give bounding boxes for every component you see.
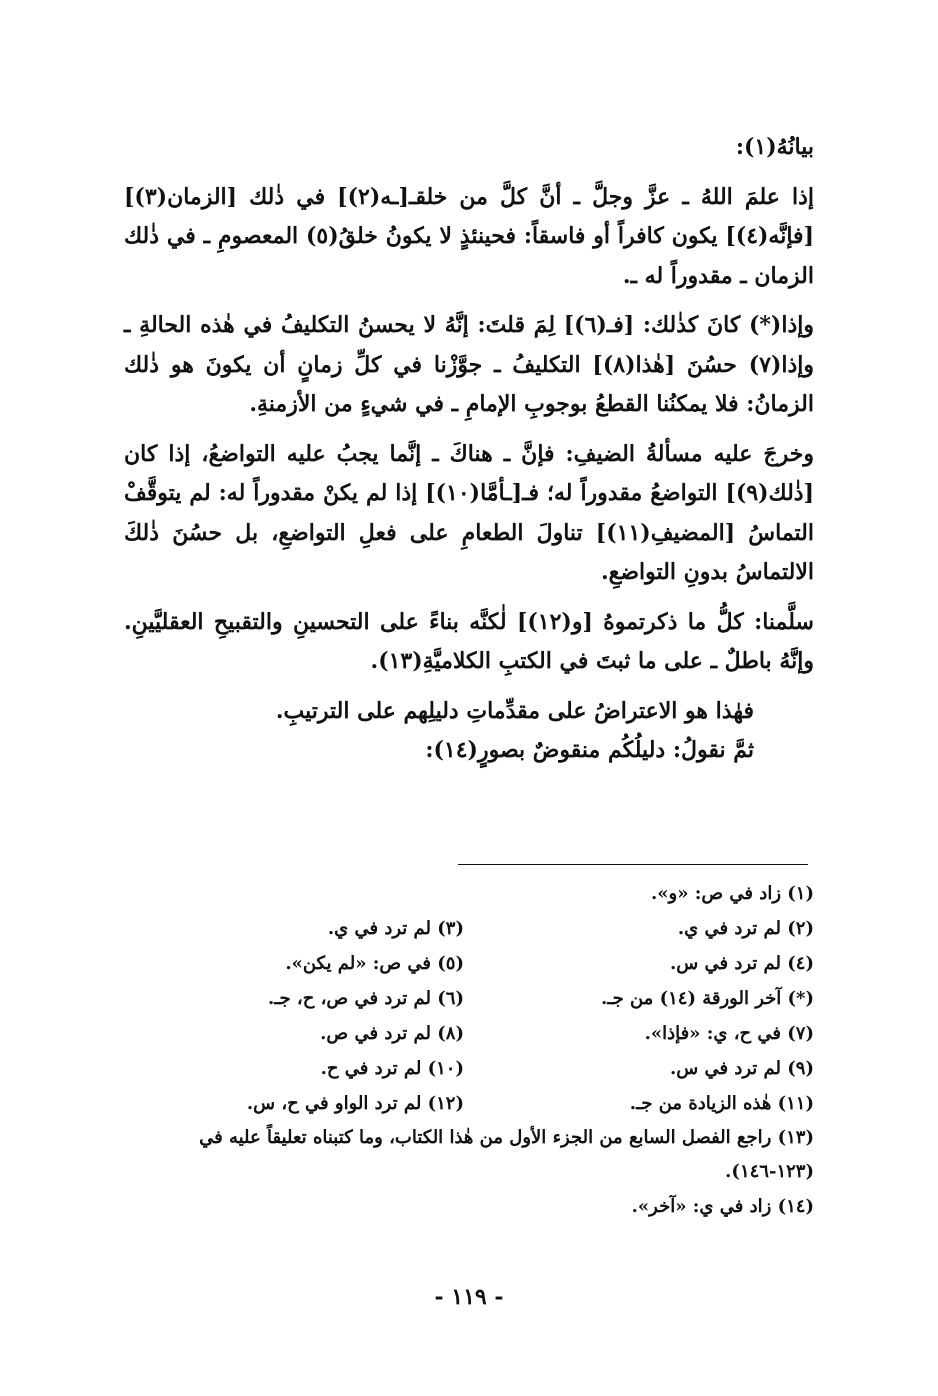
footnote: (١٢) لم ترد الواو في ح، س.	[246, 1093, 464, 1114]
closing-line-1: فهٰذا هو الاعتراضُ على مقدِّماتِ دليلِهم على الترتيبِ.	[275, 697, 754, 724]
footnote	[124, 876, 464, 911]
paragraph-3: وخرجَ عليه مسألةُ الضيفِ: فإنَّ ـ هناكَ ـ إنَّما يجبُ عليه التواضعُ، إذا كان [ذٰلك(٩)] التواضعُ مقدوراً له؛ فـ[ـأمَّا(١٠)] إذا لم يكنْ مقدوراً له: لم يتوقَّفْ التماسُ [المضيفِ(١١)] تناولَ الطعامِ على فعلِ التواضعِ، بل حسُنَ ذٰلكَ الالتماسُ بدونِ التواضعِ.	[124, 440, 815, 585]
footnote-divider	[458, 864, 808, 865]
section-heading: بيانُهُ(١):	[735, 134, 814, 160]
footnote-13: (١٣) راجع الفصل السابع من الجزء الأول من هٰذا الكتاب، وما كتبناه تعليقاً عليه في (١٢٣-١٤٦).	[199, 1127, 814, 1182]
page-number: - ١١٩ -	[434, 1284, 504, 1310]
footnote: (١٠) لم ترد في ح.	[320, 1058, 464, 1079]
footnote: (٤) لم ترد في س.	[669, 953, 814, 974]
paragraph-2: وإذا(*) كانَ كذٰلك: [فـ(٦)] لِمَ قلتَ: إنَّهُ لا يحسنُ التكليفُ في هٰذه الحالةِ ـ وإذا(٧) حسُنَ [هٰذا(٨)] التكليفُ ـ جوَّزْنا في كلِّ زمانٍ أن يكونَ هو ذٰلك الزمانُ: فلا يمكنُنا القطعُ بوجوبِ الإمامِ ـ في شيءٍ من الأزمنةِ.	[124, 312, 814, 417]
footnote: (٧) في ح، ي: «فإذا».	[644, 1023, 814, 1044]
footnote: (٨) لم ترد في ص.	[320, 1023, 464, 1044]
footnote: (٩) لم ترد في س.	[669, 1058, 814, 1079]
footnote: (١١) هٰذه الزيادة من جـ.	[629, 1093, 814, 1114]
footnote: (٢) لم ترد في ي.	[677, 918, 814, 939]
footnote: (*) آخر الورقة (١٤) من جـ.	[601, 988, 814, 1009]
footnote-14: (١٤) زاد في ي: «آخر».	[631, 1196, 814, 1217]
main-text	[124, 128, 814, 781]
footnotes-grid	[124, 876, 814, 1121]
footnote: (٣) لم ترد في ي.	[327, 918, 464, 939]
paragraph-4: سلَّمنا: كلُّ ما ذكرتموهُ [و(١٢)] لٰكنَّه بناءً على التحسينِ والتقبيحِ العقليَّينِ. وإنَّهُ باطلٌ ـ على ما ثبتَ في الكتبِ الكلاميَّةِ(١٣).	[124, 608, 814, 674]
paragraph-1: إذا علمَ اللهُ ـ عزَّ وجلَّ ـ أنَّ كلَّ من خلقـ[ـه(٢)] في ذٰلك [الزمان(٣)] [فإنَّه(٤)] يكون كافراً أو فاسقاً: فحينئذٍ لا يكونُ خلقُ(٥) المعصومِ ـ في ذٰلك الزمان ـ مقدوراً له ـ.	[124, 183, 814, 289]
footnote: (١) زاد في ص: «و».	[651, 883, 814, 904]
footnote: (٦) لم ترد في ص، ح، جـ.	[267, 988, 464, 1009]
closing-line-2: ثمَّ نقولُ: دليلُكُم منقوضٌ بصورٍ(١٤):	[425, 737, 754, 763]
footnote: (٥) في ص: «لم يكن».	[285, 953, 464, 974]
footnotes	[124, 876, 814, 1224]
